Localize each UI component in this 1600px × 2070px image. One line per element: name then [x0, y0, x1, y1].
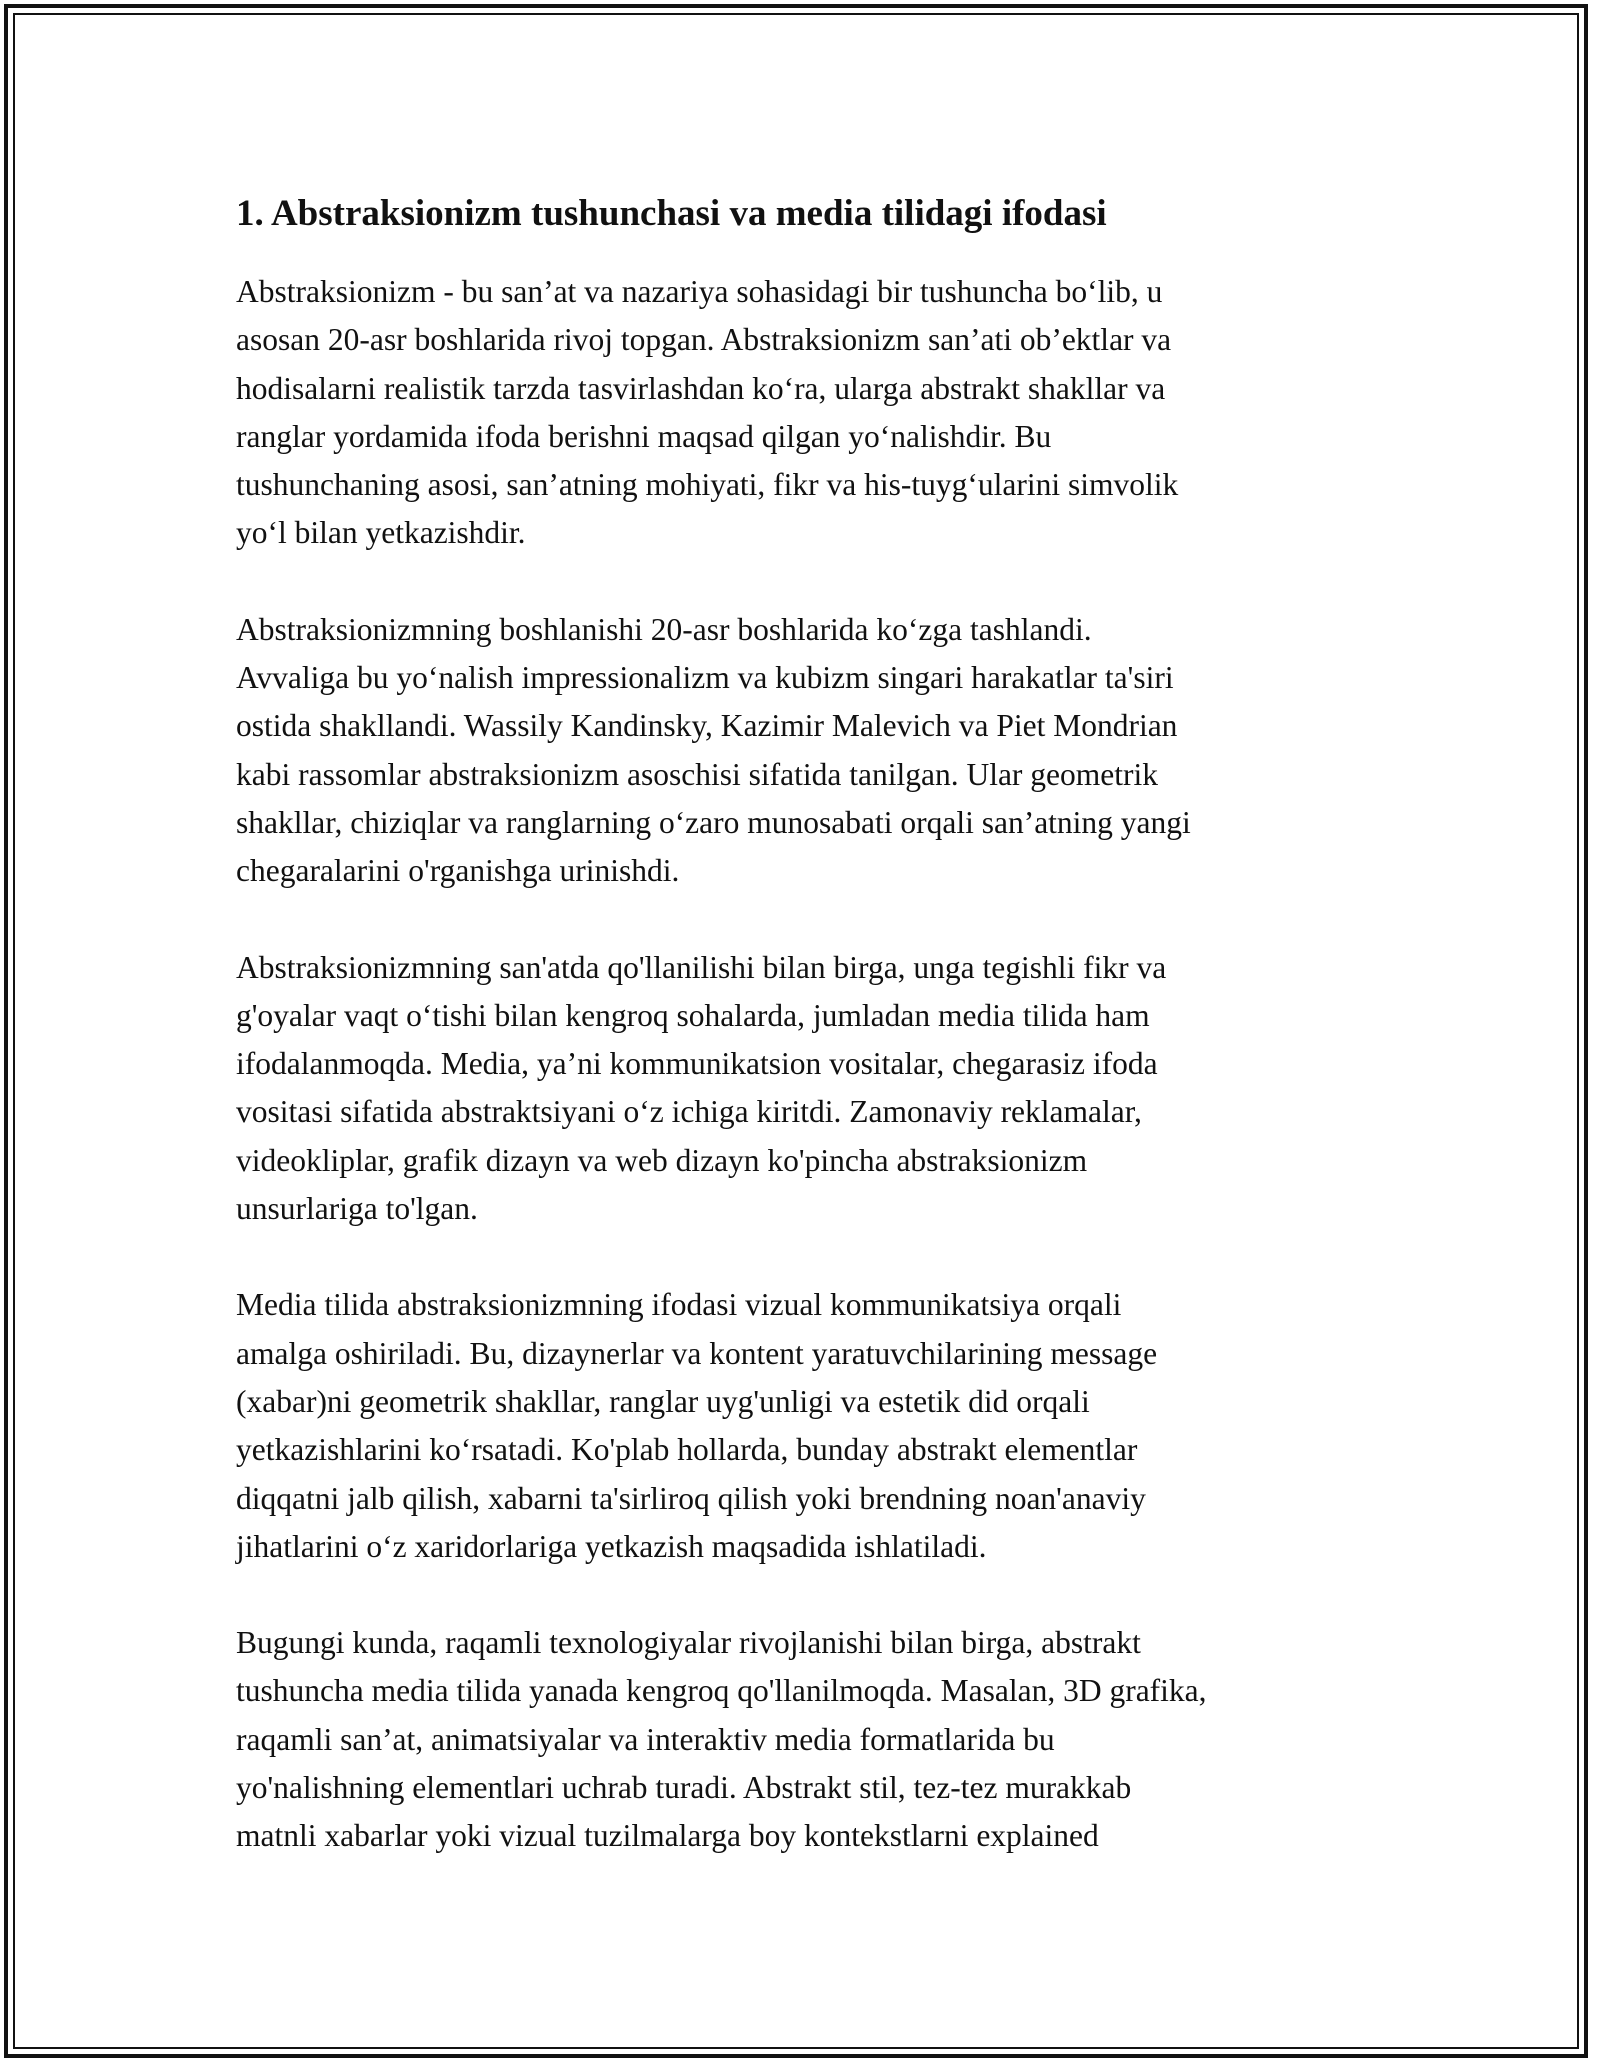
text-line: shakllar, chiziqlar va ranglarning o‘zaro munosabati orqali san’atning yangi — [236, 804, 1191, 840]
text-line: unsurlariga to'lgan. — [236, 1191, 478, 1227]
text-line: kabi rassomlar abstraksionizm asoschisi sifatida tanilgan. Ular geometrik — [236, 756, 1159, 792]
text-line: chegaralarini o'rganishga urinishdi. — [236, 853, 680, 889]
text-line: tushunchaning asosi, san’atning mohiyati, fikr va his-tuyg‘ularini simvolik — [236, 467, 1179, 503]
document-body — [236, 186, 1376, 1909]
text-line: (xabar)ni geometrik shakllar, ranglar uyg'unligi va estetik did orqali — [236, 1383, 1090, 1419]
text-line: ifodalanmoqda. Media, ya’ni kommunikatsion vositalar, chegarasiz ifoda — [236, 1046, 1158, 1082]
text-line: jihatlarini o‘z xaridorlariga yetkazish maqsadida ishlatiladi. — [236, 1528, 987, 1564]
text-line: matnli xabarlar yoki vizual tuzilmalarga boy kontekstlarni explained — [236, 1818, 1099, 1854]
paragraph-1 — [236, 268, 1376, 558]
text-line: asosan 20-asr boshlarida rivoj topgan. Abstraksionizm san’ati ob’ektlar va — [236, 322, 1172, 358]
text-line: yo'nalishning elementlari uchrab turadi. Abstrakt stil, tez-tez murakkab — [236, 1770, 1132, 1806]
paragraph-5 — [236, 1619, 1376, 1860]
text-line: ranglar yordamida ifoda berishni maqsad qilgan yo‘nalishdir. Bu — [236, 418, 1052, 454]
paragraph-4 — [236, 1281, 1376, 1571]
text-line: g'oyalar vaqt o‘tishi bilan kengroq sohalarda, jumladan media tilida ham — [236, 997, 1150, 1033]
text-line: hodisalarni realistik tarzda tasvirlashdan ko‘ra, ularga abstrakt shakllar va — [236, 370, 1166, 406]
text-line: videokliplar, grafik dizayn va web dizayn ko'pincha abstraksionizm — [236, 1142, 1088, 1178]
text-line: yo‘l bilan yetkazishdir. — [236, 515, 526, 551]
text-line: amalga oshiriladi. Bu, dizaynerlar va kontent yaratuvchilarining message — [236, 1335, 1158, 1371]
text-line: Abstraksionizm - bu san’at va nazariya sohasidagi bir tushuncha bo‘lib, u — [236, 274, 1163, 309]
text-line: ostida shakllandi. Wassily Kandinsky, Kazimir Malevich va Piet Mondrian — [236, 708, 1178, 744]
text-line: Avvaliga bu yo‘nalish impressionalizm va kubizm singari harakatlar ta'siri — [236, 660, 1174, 696]
text-line: Media tilida abstraksionizmning ifodasi vizual kommunikatsiya orqali — [236, 1287, 1122, 1323]
paragraph-3 — [236, 944, 1376, 1234]
text-line: raqamli san’at, animatsiyalar va interaktiv media formatlarida bu — [236, 1721, 1055, 1757]
text-line: Abstraksionizmning boshlanishi 20-asr boshlarida ko‘zga tashlandi. — [236, 611, 1092, 647]
text-line: Bugungi kunda, raqamli texnologiyalar rivojlanishi bilan birga, abstrakt — [236, 1625, 1141, 1661]
section-heading: 1. Abstraksionizm tushunchasi va media tilidagi ifodasi — [236, 193, 1107, 234]
text-line: tushuncha media tilida yanada kengroq qo'llanilmoqda. Masalan, 3D grafika, — [236, 1673, 1207, 1709]
text-line: yetkazishlarini ko‘rsatadi. Ko'plab hollarda, bunday abstrakt elementlar — [236, 1432, 1138, 1468]
text-line: diqqatni jalb qilish, xabarni ta'sirliroq qilish yoki brendning noan'anaviy — [236, 1480, 1146, 1516]
paragraph-2 — [236, 606, 1376, 896]
text-line: Abstraksionizmning san'atda qo'llanilishi bilan birga, unga tegishli fikr va — [236, 949, 1167, 985]
text-line: vositasi sifatida abstraktsiyani o‘z ichiga kiritdi. Zamonaviy reklamalar, — [236, 1094, 1142, 1130]
